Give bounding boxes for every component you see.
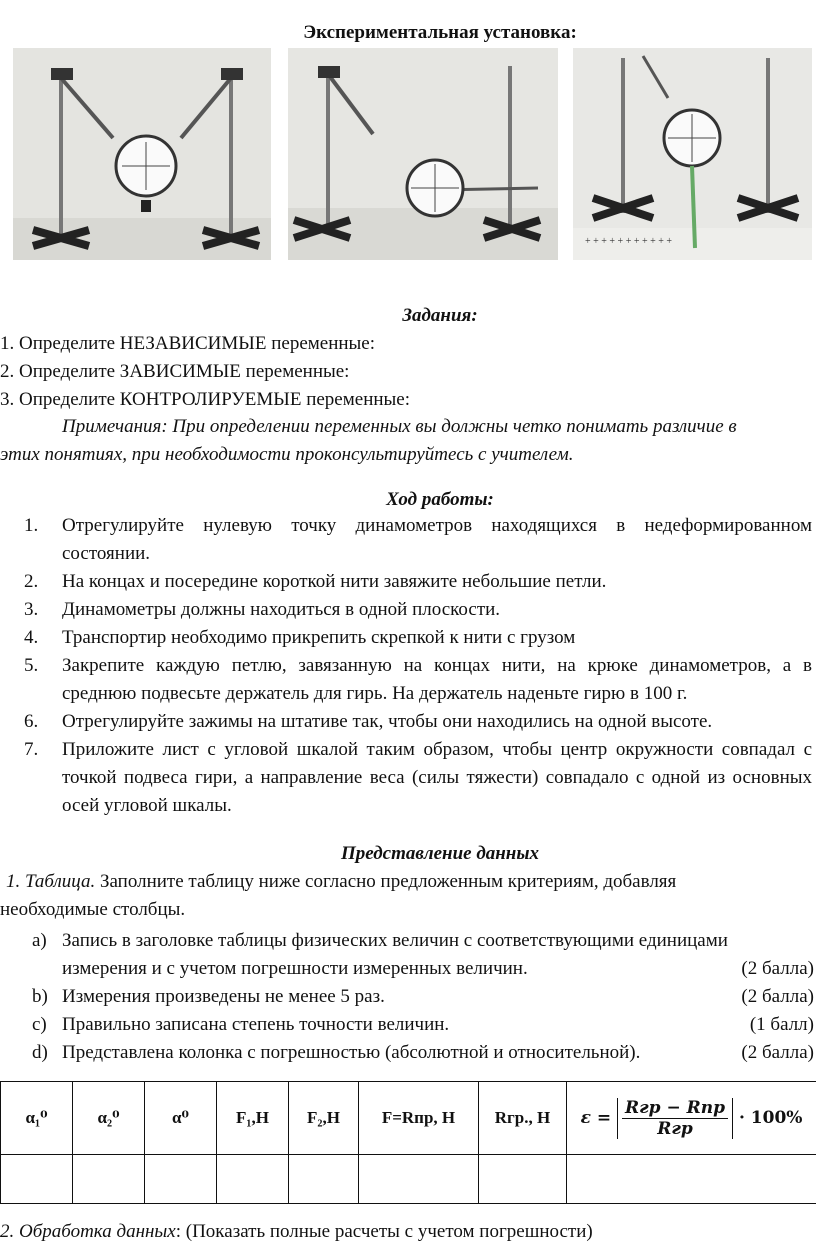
procedure-step: 4. Транспортир необходимо прикрепить скрепкой к нити с грузом bbox=[24, 627, 576, 648]
setup-photo-1 bbox=[13, 48, 271, 260]
table-cell[interactable] bbox=[359, 1155, 479, 1204]
table-intro: 1. Таблица. Заполните таблицу ниже согласно предложенным критериям, добавляя bbox=[6, 871, 677, 892]
procedure-step: 5. Закрепите каждую петлю, завязанную на концах нити, на крюке динамометров, а в среднюю подвесьте держатель для гирь. На держатель наденьте гирю в 100 г. bbox=[24, 655, 812, 704]
procedure-step: 2. На концах и посередине короткой нити завяжите небольшие петли. bbox=[24, 571, 607, 592]
column-header: F₁,Н bbox=[217, 1082, 289, 1155]
procedure-heading: Ход работы: bbox=[386, 489, 494, 510]
procedure-steps bbox=[0, 512, 812, 820]
data-table bbox=[0, 1081, 816, 1204]
procedure-step: 6. Отрегулируйте зажимы на штативе так, чтобы они находились на одной высоте. bbox=[24, 711, 713, 732]
svg-text:+ + + + + + + +: + + + + + + + + + + + bbox=[585, 236, 673, 247]
column-header: α₂⁰ bbox=[73, 1082, 145, 1155]
table-cell[interactable] bbox=[73, 1155, 145, 1204]
table-cell[interactable] bbox=[567, 1155, 816, 1204]
task-item: 1. Определите НЕЗАВИСИМЫЕ переменные: bbox=[0, 333, 376, 354]
section-title: Экспериментальная установка: bbox=[303, 22, 577, 43]
table-cell[interactable] bbox=[217, 1155, 289, 1204]
table-intro-cont: необходимые столбцы. bbox=[0, 899, 186, 920]
note-line: Примечания: При определении переменных вы должны четко понимать различие в bbox=[62, 416, 737, 437]
formula-header: ε = $\frac{\text{Rгр − Rпр}}{\text{Rгр}}$ · 100% bbox=[567, 1082, 816, 1155]
procedure-step: 1. Отрегулируйте нулевую точку динамометров находящихся в недеформированном состоянии. bbox=[24, 515, 812, 564]
column-header: α⁰ bbox=[145, 1082, 217, 1155]
note-line: этих понятиях, при необходимости проконсультируйтесь с учителем. bbox=[0, 444, 574, 465]
procedure-step: 3. Динамометры должны находиться в одной плоскости. bbox=[24, 599, 501, 620]
table-cell[interactable] bbox=[145, 1155, 217, 1204]
processing-line: 2. Обработка данных: (Показать полные расчеты с учетом погрешности) bbox=[0, 1221, 593, 1242]
task-item: 3. Определите КОНТРОЛИРУЕМЫЕ переменные: bbox=[0, 389, 411, 410]
data-heading: Представление данных bbox=[340, 843, 540, 864]
table-cell[interactable] bbox=[479, 1155, 567, 1204]
setup-photo-2 bbox=[288, 48, 558, 260]
procedure-step: 7. Приложите лист с угловой шкалой таким образом, чтобы центр окружности совпадал с точкой подвеса гири, а направление веса (силы тяжести) совпадало с одной из основных осей угловой шкалы. bbox=[24, 739, 812, 816]
table-cell[interactable] bbox=[289, 1155, 359, 1204]
column-header: F₂,Н bbox=[289, 1082, 359, 1155]
table-cell[interactable] bbox=[1, 1155, 73, 1204]
column-header: Rгр., Н bbox=[479, 1082, 567, 1155]
tasks-heading: Задания: bbox=[402, 305, 478, 326]
task-item: 2. Определите ЗАВИСИМЫЕ переменные: bbox=[0, 361, 350, 382]
column-header: F=Rпр, Н bbox=[359, 1082, 479, 1155]
setup-photo-3 bbox=[573, 48, 812, 260]
column-header: α₁⁰ bbox=[1, 1082, 73, 1155]
